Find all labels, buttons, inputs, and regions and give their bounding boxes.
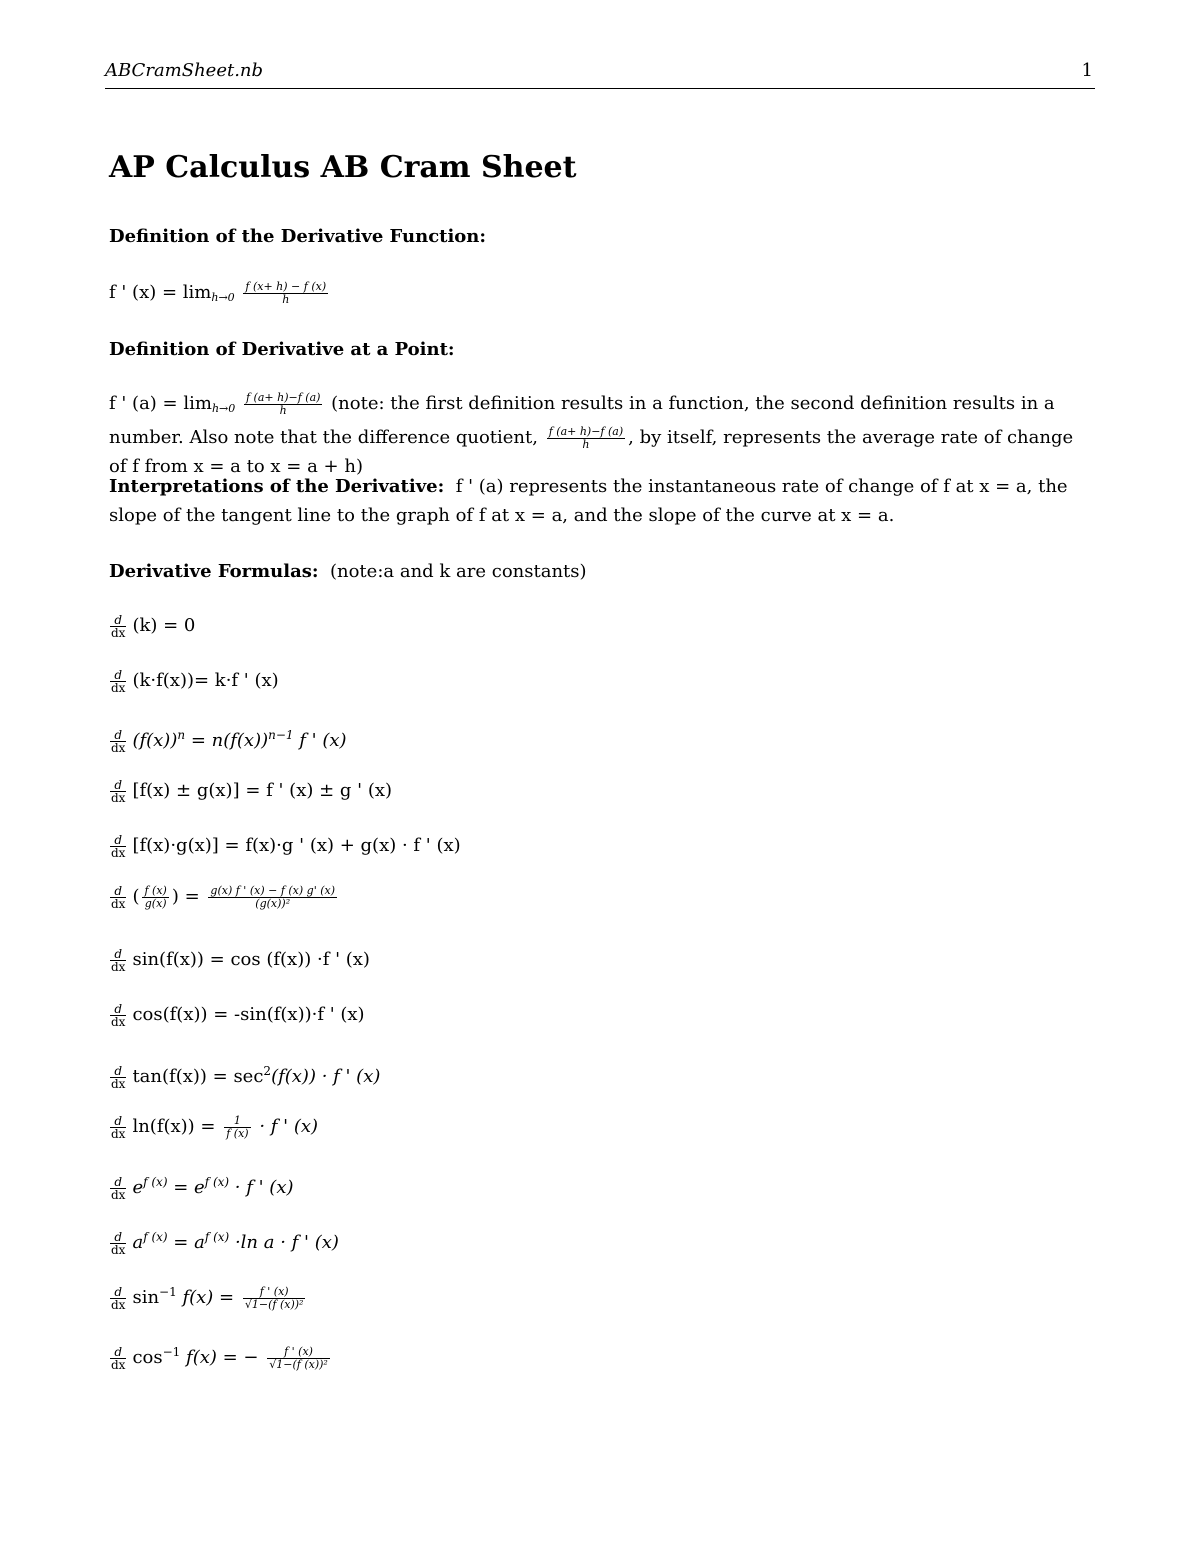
def-function-limit-sub: h→0 (211, 291, 235, 304)
formula-text: f ' (x) (293, 730, 347, 751)
def-function-lhs: f ' (x) = lim (109, 282, 212, 303)
formula-sup: f (x) (204, 1175, 230, 1189)
formula-text: [f(x)·g(x)] = f(x)·g ' (x) + g(x) · f ' (x) (132, 835, 461, 856)
formula-sine (110, 945, 370, 974)
formula-arcsine (110, 1278, 308, 1312)
arccosine-fraction: $\frac{f ' (x)}{\text{√1−(f (x))²}}$ (269, 1344, 328, 1371)
derivative-operator: $\frac{d}{dx}$ (111, 1284, 126, 1312)
derivative-operator: $\frac{d}{dx}$ (111, 1113, 126, 1141)
formula-text: (f(x)) · f ' (x) (271, 1066, 381, 1087)
formula-arccosine (110, 1338, 333, 1372)
page-title: AP Calculus AB Cram Sheet (109, 150, 577, 185)
formula-text: [f(x) ± g(x)] = f ' (x) ± g ' (x) (132, 780, 393, 801)
formula-text: e (132, 1177, 144, 1198)
formulas-heading-line (109, 557, 1089, 586)
formula-sup: n (177, 728, 186, 742)
page-number: 1 (1081, 60, 1093, 81)
formula-exponential-a (110, 1223, 339, 1257)
formula-text: · f ' (x) (253, 1116, 319, 1137)
formula-text: cos(f(x)) = -sin(f(x))·f ' (x) (132, 1004, 365, 1025)
formula-power-rule (110, 721, 347, 755)
formulas-note: (note:a and k are constants) (329, 561, 587, 582)
formula-text: = e (167, 1177, 205, 1198)
arcsine-fraction: $\frac{f ' (x)}{\text{√1−(f (x))²}}$ (244, 1284, 304, 1311)
fraction-denominator: h (282, 292, 290, 306)
formula-sup: 2 (263, 1064, 272, 1078)
formula-text: · f ' (x) (229, 1177, 294, 1198)
derivative-operator: $\frac{d}{dx}$ (111, 883, 126, 911)
formula-text: = a (167, 1232, 205, 1253)
derivative-operator: $\frac{d}{dx}$ (111, 1063, 126, 1091)
derivative-operator: $\frac{d}{dx}$ (111, 727, 126, 755)
fraction-numerator: f (a+ h)−f (a) (548, 424, 624, 438)
formula-text: f(x) = (176, 1287, 240, 1308)
formula-sup: f (x) (143, 1230, 168, 1244)
formula-text: (k) = 0 (132, 615, 196, 636)
fraction-denominator: h (279, 403, 287, 417)
fraction-denominator: h (582, 437, 590, 451)
formula-exponential-e (110, 1168, 294, 1202)
formula-sup: −1 (159, 1285, 177, 1299)
derivative-operator: $\frac{d}{dx}$ (111, 612, 126, 640)
fraction-numerator: f (x+ h) − f (x) (245, 279, 327, 293)
formula-text: (f(x)) (132, 730, 178, 751)
quotient-result-fraction: $\frac{g(x) f ' (x) - f (x) g' (x)}{\text{(g(x))²}}$ (210, 883, 336, 910)
formula-constant-multiple (110, 666, 279, 695)
page-header (105, 58, 1095, 89)
formula-natural-log (110, 1112, 318, 1141)
formula-product-rule (110, 831, 461, 860)
derivative-operator: $\frac{d}{dx}$ (111, 1001, 126, 1029)
formula-tangent (110, 1057, 380, 1091)
def-point-heading: Definition of Derivative at a Point: (109, 339, 455, 360)
derivative-operator: $\frac{d}{dx}$ (111, 667, 126, 695)
def-point-note-2: , by itself, represents the average rate of change of f from x = a to x = a + h) (109, 427, 1074, 477)
def-point-lhs: f ' (a) = lim (109, 393, 212, 414)
interpretations-heading: Interpretations of the Derivative: (109, 476, 445, 497)
ln-fraction: $\frac{1}{f (x)}$ (226, 1113, 249, 1140)
interpretations-paragraph (109, 472, 1089, 530)
quotient-fraction: $\frac{f (x)}{g(x)}$ (144, 883, 167, 910)
formula-sup: f (x) (204, 1230, 230, 1244)
def-function-heading: Definition of the Derivative Function: (109, 226, 487, 247)
formula-text: ln(f(x)) = (132, 1116, 222, 1137)
derivative-operator: $\frac{d}{dx}$ (111, 832, 126, 860)
formula-cosine (110, 1000, 365, 1029)
def-function-fraction (243, 281, 328, 306)
fraction-numerator: f (a+ h)−f (a) (245, 390, 321, 404)
derivative-operator: $\frac{d}{dx}$ (111, 1229, 126, 1257)
formulas-heading: Derivative Formulas: (109, 561, 319, 582)
formula-text: tan(f(x)) = sec (132, 1066, 264, 1087)
formula-text: a (132, 1232, 144, 1253)
formula-sup: f (x) (143, 1175, 168, 1189)
def-point-fraction (244, 392, 322, 417)
interpretations-text: f ' (a) represents the instantaneous rate of change of f at x = a, the slope of the tangent line to the graph of f at x = a, and the slope of the curve at x = a. (109, 476, 1068, 526)
derivative-operator: $\frac{d}{dx}$ (111, 1344, 126, 1372)
formula-text: cos (132, 1347, 163, 1368)
formula-sup: n−1 (268, 728, 294, 742)
formula-text: = n(f(x)) (185, 730, 269, 751)
formula-text: ·ln a · f ' (x) (229, 1232, 339, 1253)
derivative-operator: $\frac{d}{dx}$ (111, 777, 126, 805)
formula-sup: −1 (162, 1345, 181, 1359)
formula-paren: ( (132, 886, 140, 907)
def-point-paragraph (109, 389, 1089, 481)
derivative-operator: $\frac{d}{dx}$ (111, 1174, 126, 1202)
formula-text: (k·f(x))= k·f ' (x) (132, 670, 279, 691)
file-name: ABCramSheet.nb (105, 60, 264, 81)
def-point-note-1: (note: the first definition results in a function, the second definition results in a number. Also note that the difference quotient, (109, 393, 1055, 448)
formula-text: ) = (171, 886, 206, 907)
formula-text: sin(f(x)) = cos (f(x)) ·f ' (x) (132, 949, 370, 970)
formula-quotient-rule (110, 882, 340, 911)
formula-text: f(x) = − (180, 1347, 265, 1368)
def-function-formula (109, 278, 1089, 312)
formula-sum-rule (110, 776, 392, 805)
def-point-fraction-inline (547, 426, 625, 451)
derivative-operator: $\frac{d}{dx}$ (111, 946, 126, 974)
formula-constant (110, 611, 195, 640)
formula-text: sin (132, 1287, 160, 1308)
def-point-limit-sub: h→0 (211, 402, 236, 415)
